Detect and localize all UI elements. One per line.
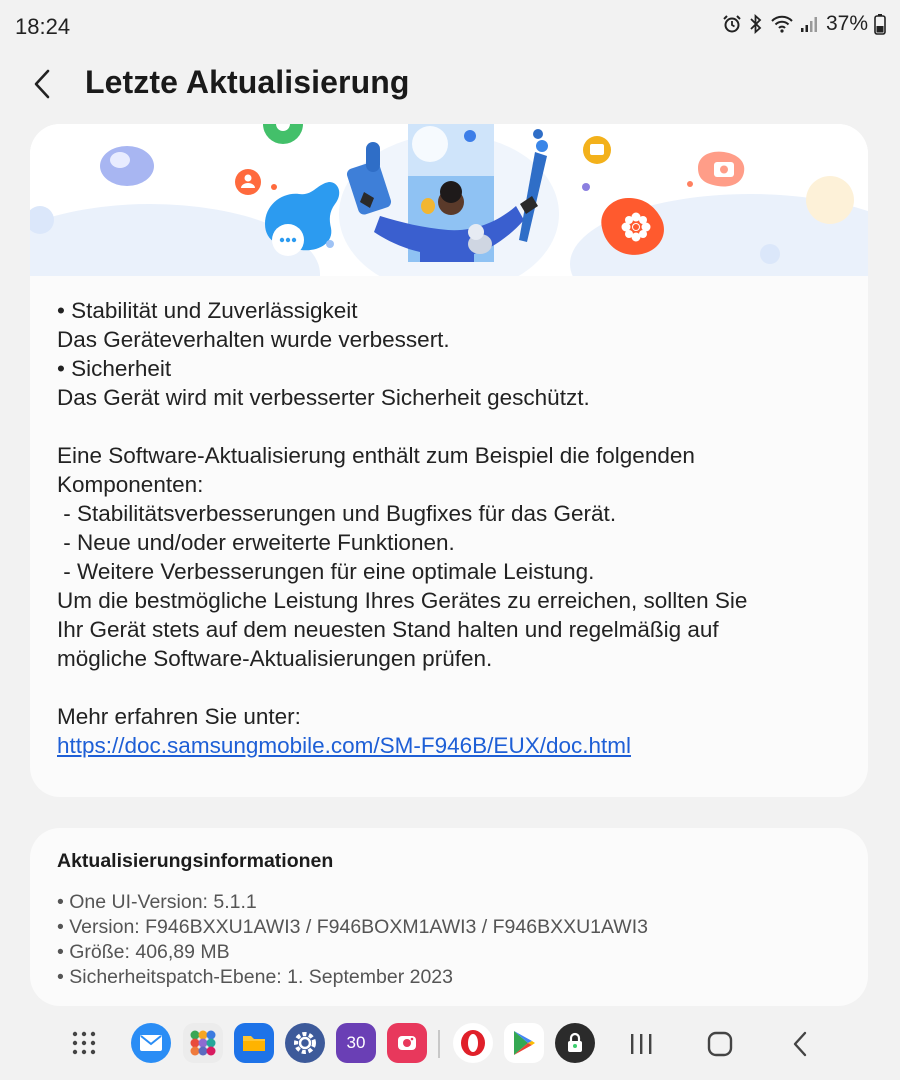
update-info-title: Aktualisierungsinformationen: [57, 850, 334, 872]
alarm-icon: [722, 14, 742, 34]
page-title: Letzte Aktualisierung: [85, 64, 410, 100]
documentation-link[interactable]: https://doc.samsungmobile.com/SM-F946B/EUX/doc.html: [57, 733, 631, 758]
status-icons: [722, 12, 886, 36]
play-store-icon[interactable]: [504, 1023, 544, 1063]
note-text-stability: Das Geräteverhalten wurde verbessert.: [57, 327, 450, 352]
back-button[interactable]: [26, 64, 58, 104]
more-info-label: Mehr erfahren Sie unter:: [57, 704, 301, 729]
bluetooth-icon: [748, 14, 764, 34]
calendar-date-label: 30: [346, 1033, 366, 1052]
update-banner-illustration: [30, 124, 868, 276]
release-notes-text: [57, 296, 847, 760]
app-drawer-icon[interactable]: [64, 1023, 104, 1063]
note-line: Ihr Gerät stets auf dem neuesten Stand halten und regelmäßig auf: [57, 617, 719, 642]
note-line: - Stabilitätsverbesserungen und Bugfixes für das Gerät.: [57, 501, 617, 526]
note-heading-security: • Sicherheit: [57, 356, 172, 381]
home-icon[interactable]: [702, 1026, 738, 1062]
note-line: - Neue und/oder erweiterte Funktionen.: [57, 530, 455, 555]
status-bar: [0, 0, 900, 54]
email-app-icon[interactable]: [131, 1023, 171, 1063]
app-header: [0, 56, 900, 112]
note-line: Eine Software-Aktualisierung enthält zum Beispiel die folgenden: [57, 443, 695, 468]
update-info-list: [57, 890, 648, 990]
dock-divider: [438, 1030, 440, 1058]
taskbar-dock: [0, 1012, 900, 1080]
size-item: • Größe: 406,89 MB: [57, 941, 230, 963]
cellular-signal-icon: [800, 14, 818, 34]
opera-browser-icon[interactable]: [453, 1023, 493, 1063]
note-line: mögliche Software-Aktualisierungen prüfen.: [57, 646, 493, 671]
ui-version-item: • One UI-Version: 5.1.1: [57, 891, 257, 913]
note-text-security: Das Gerät wird mit verbesserter Sicherheit geschützt.: [57, 385, 590, 410]
back-nav-icon[interactable]: [782, 1026, 818, 1062]
release-notes-card: [30, 124, 868, 797]
battery-percent: 37%: [825, 12, 868, 35]
security-patch-item: • Sicherheitspatch-Ebene: 1. September 2023: [57, 966, 453, 988]
app-folder-icon[interactable]: [183, 1023, 223, 1063]
status-time: 18:24: [15, 14, 71, 39]
note-line: - Weitere Verbesserungen für eine optimale Leistung.: [57, 559, 595, 584]
my-files-folder-icon[interactable]: [234, 1023, 274, 1063]
recent-apps-icon[interactable]: [623, 1026, 659, 1062]
note-line: Komponenten:: [57, 472, 204, 497]
wifi-icon: [770, 14, 794, 34]
note-heading-stability: • Stabilität und Zuverlässigkeit: [57, 298, 358, 323]
gallery-app-icon[interactable]: [387, 1023, 427, 1063]
lock-app-icon[interactable]: [555, 1023, 595, 1063]
note-line: Um die bestmögliche Leistung Ihres Gerätes zu erreichen, sollten Sie: [57, 588, 748, 613]
back-arrow-icon: [32, 69, 52, 99]
update-info-card: [30, 828, 868, 1006]
battery-icon: [874, 13, 886, 35]
version-item: • Version: F946BXXU1AWI3 / F946BOXM1AWI3 / F946BXXU1AWI3: [57, 916, 648, 938]
settings-app-icon[interactable]: [285, 1023, 325, 1063]
calendar-app-icon[interactable]: [336, 1023, 376, 1063]
